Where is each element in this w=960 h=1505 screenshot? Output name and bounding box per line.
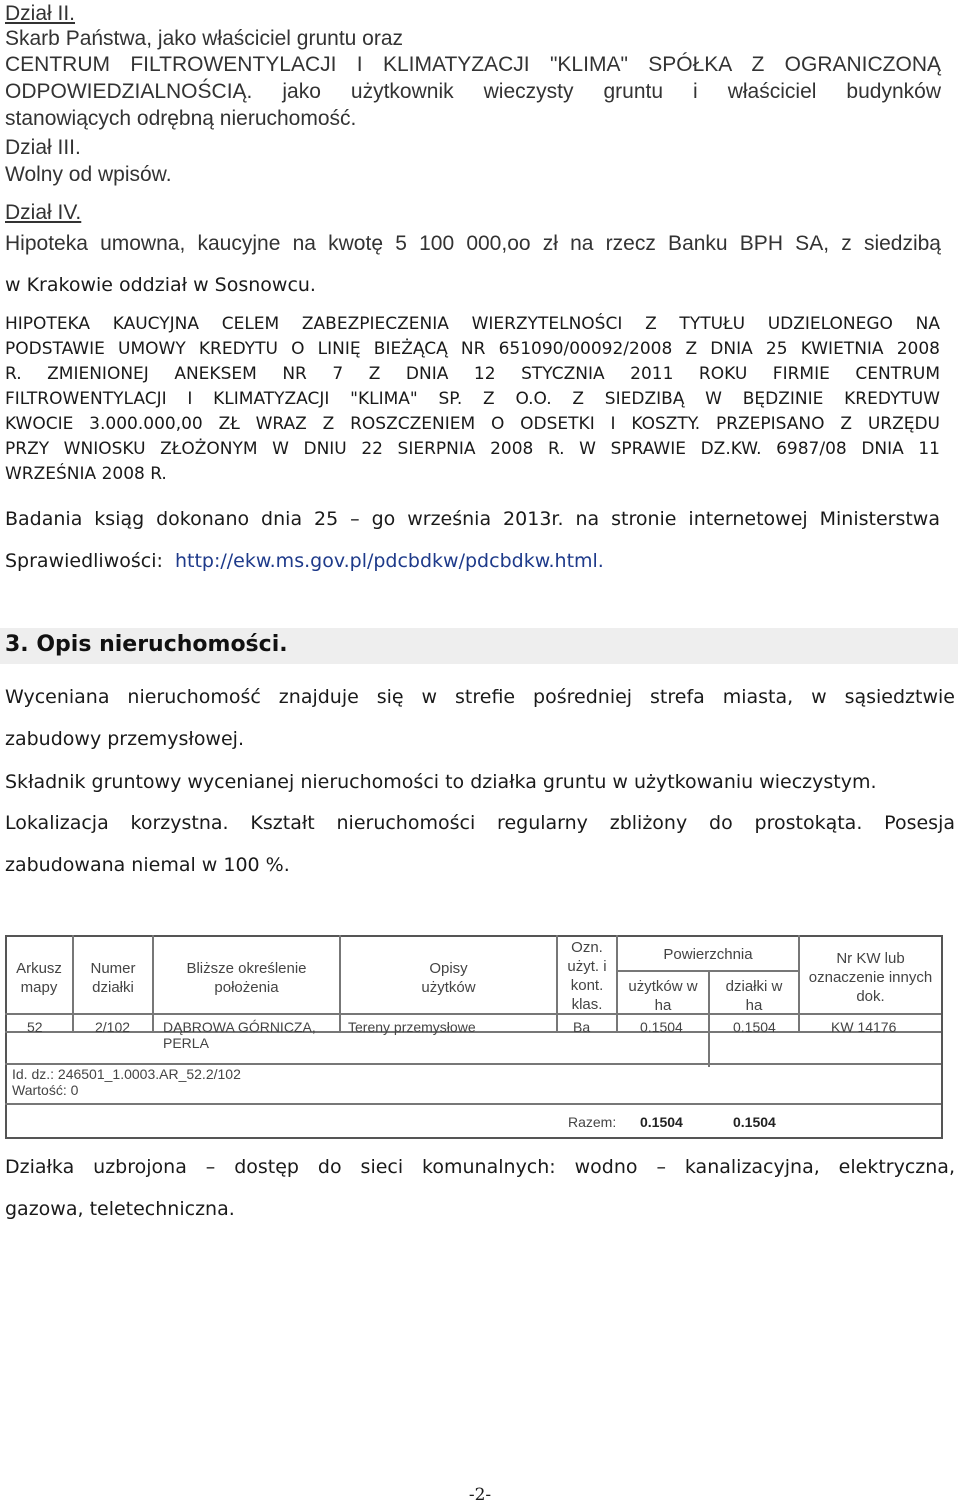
table-hline — [616, 970, 798, 972]
header-arkusz-1: Arkusz — [16, 960, 62, 977]
uzbrojenie-line1: Działka uzbrojona – dostęp do sieci komunalnych: wodno – kanalizacyjna, elektryczna, — [5, 1156, 955, 1178]
opis-p3-line1: Lokalizacja korzystna. Kształt nieruchomości regularny zbliżony do prostokąta. Posesja — [5, 812, 955, 834]
header-opisy-2: użytków — [421, 979, 476, 996]
hipoteka-line-2: PODSTAWIE UMOWY KREDYTU O LINIĘ BIEŻĄCĄ NR 651090/00092/2008 Z DNIA 25 KWIETNIA 2008 — [5, 339, 940, 359]
opis-p1-line1: Wyceniana nieruchomość znajduje się w strefie pośredniej strefa miasta, w sąsiedztwie — [5, 686, 955, 708]
header-opisy-1: Opisy — [429, 960, 468, 977]
header-numer — [74, 959, 152, 997]
header-arkusz-2: mapy — [20, 979, 58, 996]
dzial4-heading: Dział IV. — [5, 201, 82, 224]
header-powierzchnia: Powierzchnia — [663, 946, 753, 963]
dzial4-line2: w Krakowie oddział w Sosnowcu. — [5, 274, 316, 296]
header-arkusz — [7, 959, 71, 997]
cell-wartosc: Wartość: 0 — [12, 1082, 79, 1098]
ekw-link[interactable]: http://ekw.ms.gov.pl/pdcbdkw/pdcbdkw.html. — [174, 550, 604, 572]
parcel-table — [5, 935, 943, 1140]
dzial2-line2: CENTRUM FILTROWENTYLACJI I KLIMATYZACJI "KLIMA" SPÓŁKA Z OGRANICZONĄ — [5, 53, 941, 76]
cell-uzytkow: 0.1504 — [640, 1019, 683, 1035]
uzbrojenie-line2: gazowa, teletechniczna. — [5, 1198, 235, 1220]
header-dzialki-1: działki w — [725, 978, 783, 995]
dzial3-heading: Dział III. — [5, 136, 81, 159]
header-numer-2: działki — [92, 979, 134, 996]
cell-polozenie — [163, 1019, 316, 1051]
header-ozn-4: klas. — [571, 996, 603, 1013]
badania-line1: Badania ksiąg dokonano dnia 25 – go września 2013r. na stronie internetowej Ministerstwa — [5, 508, 940, 530]
table-hline — [5, 1063, 941, 1065]
header-nrkw-2: oznaczenie innych — [808, 969, 933, 986]
dzial2-heading: Dział II. — [5, 2, 76, 25]
razem-dzialki: 0.1504 — [733, 1114, 776, 1130]
header-ozn-3: kont. — [570, 977, 604, 994]
section-3-heading: 3. Opis nieruchomości. — [5, 632, 288, 657]
header-opisy — [341, 959, 556, 997]
header-uzytkow-1: użytków w — [628, 978, 698, 995]
header-blizsze-1: Bliższe określenie — [186, 960, 307, 977]
table-hline — [5, 1103, 941, 1105]
hipoteka-line-3: R. ZMIENIONEJ ANEKSEM NR 7 Z DNIA 12 STYCZNIA 2011 ROKU FIRMIE CENTRUM — [5, 364, 940, 384]
dzial3-text: Wolny od wpisów. — [5, 163, 172, 186]
razem-uzytkow: 0.1504 — [640, 1114, 683, 1130]
cell-polozenie-2: PERLA — [163, 1035, 209, 1051]
header-dzialki-2: ha — [745, 997, 763, 1014]
dzial4-line1: Hipoteka umowna, kaucyjne na kwotę 5 100 000,oo zł na rzecz Banku BPH SA, z siedzibą — [5, 232, 941, 255]
header-nrkw — [800, 949, 941, 1006]
badania-prefix: Sprawiedliwości: — [5, 550, 163, 572]
cell-polozenie-1: DĄBROWA GÓRNICZA, — [163, 1019, 316, 1035]
header-dzialki — [710, 977, 798, 1015]
cell-arkusz: 52 — [27, 1019, 43, 1035]
header-blizsze — [154, 959, 339, 997]
cell-ozn: Ba — [573, 1019, 591, 1035]
cell-kw: KW 14176 — [831, 1019, 897, 1035]
header-ozn-2: użyt. i — [567, 958, 607, 975]
hipoteka-line-6: PRZY WNIOSKU ZŁOŻONYM W DNIU 22 SIERPNIA 2008 R. W SPRAWIE DZ.KW. 6987/08 DNIA 11 — [5, 439, 940, 459]
badania-line2 — [5, 550, 604, 572]
opis-p3-line2: zabudowana niemal w 100 %. — [5, 854, 290, 876]
opis-p2: Składnik gruntowy wycenianej nieruchomości to działka gruntu w użytkowaniu wieczystym. — [5, 771, 877, 793]
header-ozn-1: Ozn. — [571, 939, 603, 956]
cell-id: Id. dz.: 246501_1.0003.AR_52.2/102 — [12, 1066, 241, 1082]
dzial2-line1: Skarb Państwa, jako właściciel gruntu oraz — [5, 27, 404, 50]
cell-dzialki: 0.1504 — [733, 1019, 776, 1035]
hipoteka-line-7: WRZEŚNIA 2008 R. — [5, 464, 167, 484]
razem-label: Razem: — [568, 1114, 617, 1130]
table-hline — [5, 1013, 941, 1015]
cell-opis: Tereny przemysłowe — [348, 1019, 476, 1035]
hipoteka-line-5: KWOCIE 3.000.000,00 ZŁ WRAZ Z ROSZCZENIEM O ODSETKI I KOSZTY. PRZEPISANO Z URZĘDU — [5, 414, 940, 434]
header-nrkw-3: dok. — [856, 988, 885, 1005]
header-nrkw-1: Nr KW lub — [836, 950, 905, 967]
hipoteka-line-1: HIPOTEKA KAUCYJNA CELEM ZABEZPIECZENIA WIERZYTELNOŚCI Z TYTUŁU UDZIELONEGO NA — [5, 314, 940, 334]
hipoteka-line-4: FILTROWENTYLACJI I KLIMATYZACJI "KLIMA" SP. Z O.O. Z SIEDZIBĄ W BĘDZINIE KREDYTUW — [5, 389, 940, 409]
header-uzytkow-2: ha — [654, 997, 672, 1014]
header-blizsze-2: położenia — [214, 979, 279, 996]
dzial2-line3: ODPOWIEDZIALNOŚCIĄ. jako użytkownik wieczysty gruntu i właściciel budynków — [5, 80, 941, 103]
header-numer-1: Numer — [90, 960, 136, 977]
header-ozn — [558, 938, 616, 1014]
dzial2-line4: stanowiących odrębną nieruchomość. — [5, 107, 357, 130]
cell-numer: 2/102 — [95, 1019, 131, 1035]
opis-p1-line2: zabudowy przemysłowej. — [5, 728, 244, 750]
page-number: -2- — [468, 1485, 492, 1505]
header-uzytkow — [618, 977, 708, 1015]
